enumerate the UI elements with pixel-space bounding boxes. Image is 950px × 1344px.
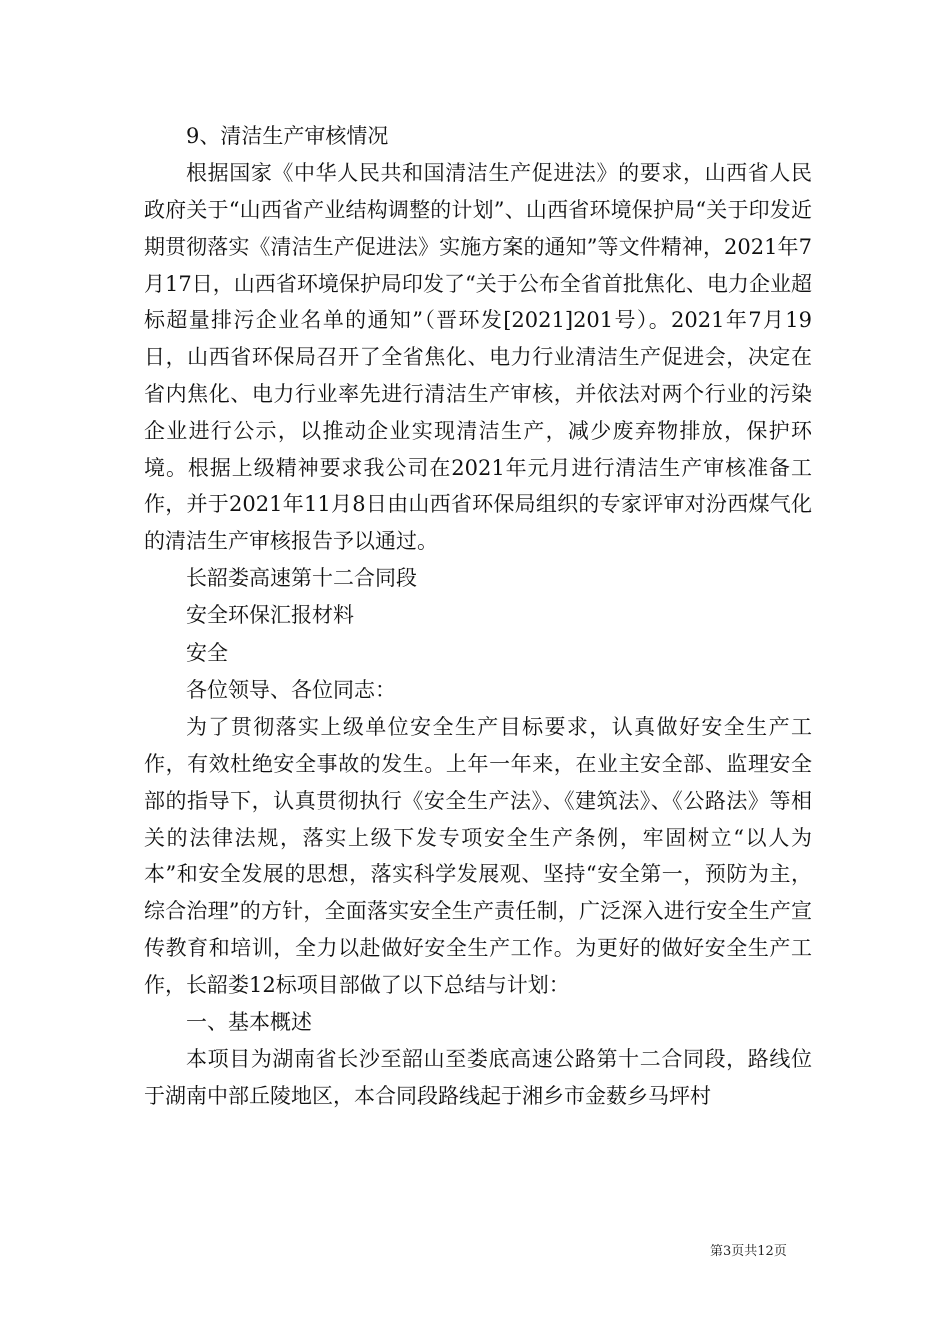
project-title: 长韶娄高速第十二合同段: [186, 566, 417, 591]
section-heading-overview: 一、基本概述: [186, 1009, 312, 1034]
paragraph-safety-summary: 为了贯彻落实上级单位安全生产目标要求，认真做好安全生产工作，有效杜绝安全事故的发生。上年一年来，在业主安全部、监理安全部的指导下，认真贯彻执行《安全生产法》、《建筑法》、《公路法》等相关的法律法规，落实上级下发专项安全生产条例，牢固树立“以人为本”和安全发展的思想，落实科学发展观、坚持“安全第一，预防为主，综合治理”的方针，全面落实安全生产责任制，广泛深入进行安全生产宣传教育和培训，全力以赴做好安全生产工作。为更好的做好安全生产工作，长韶娄12标项目部做了以下总结与计划：: [144, 715, 812, 997]
paragraph-cleaner-production-audit: 根据国家《中华人民共和国清洁生产促进法》的要求，山西省人民政府关于“山西省产业结构调整的计划”、山西省环境保护局“关于印发近期贯彻落实《清洁生产促进法》实施方案的通知”等文件精神，2021年7月17日，山西省环境保护局印发了“关于公布全省首批焦化、电力企业超标超量排污企业名单的通知”（晋环发[2021]201号）。2021年7月19日，山西省环保局召开了全省焦化、电力行业清洁生产促进会，决定在省内焦化、电力行业率先进行清洁生产审核，并依法对两个行业的污染企业进行公示，以推动企业实现清洁生产，减少废弃物排放，保护环境。根据上级精神要求我公司在2021年元月进行清洁生产审核准备工作，并于2021年11月8日由山西省环保局组织的专家评审对汾西煤气化的清洁生产审核报告予以通过。: [144, 161, 812, 554]
document-body: [144, 118, 812, 1116]
paragraph-project-overview: 本项目为湖南省长沙至韶山至娄底高速公路第十二合同段，路线位于湖南中部丘陵地区，本合同段路线起于湘乡市金薮乡马坪村: [144, 1046, 812, 1109]
report-title: 安全环保汇报材料: [186, 603, 354, 628]
section-heading-cleaner-production: 9、清洁生产审核情况: [186, 124, 389, 148]
salutation: 各位领导、各位同志：: [186, 677, 396, 702]
section-heading-safety: 安全: [186, 640, 228, 665]
page-number-footer: 第3页共12页: [710, 1244, 787, 1259]
